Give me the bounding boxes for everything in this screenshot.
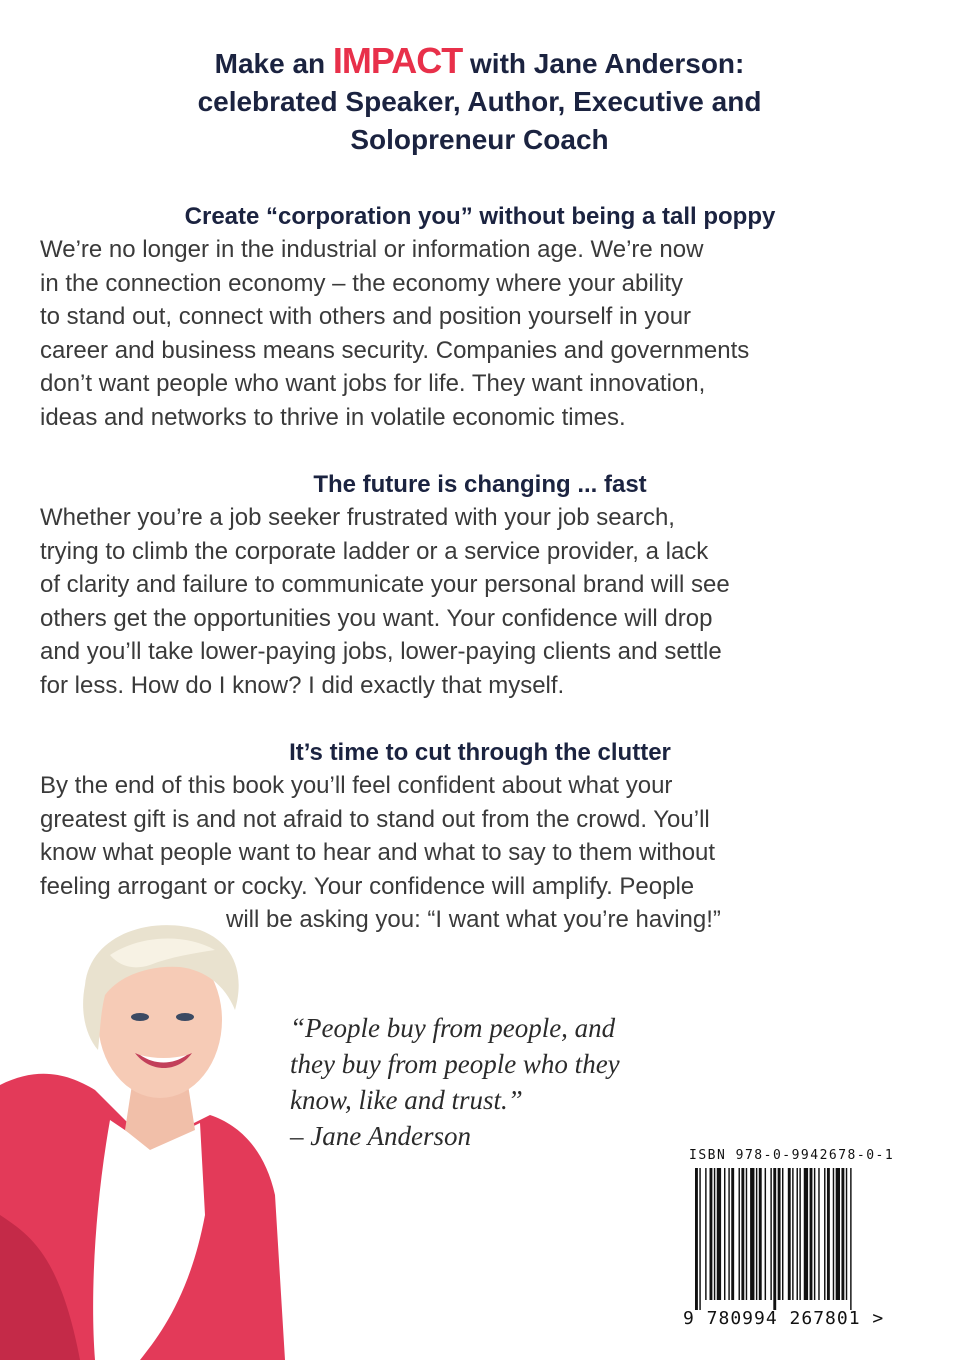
barcode-bar [728,1168,729,1300]
body-line: ideas and networks to thrive in volatile economic times. [40,403,626,431]
barcode-bar [833,1168,834,1300]
title-suffix: with Jane Anderson: [462,48,745,79]
body-line: trying to climb the corporate ladder or a service provider, a lack [40,537,709,565]
body-line: Whether you’re a job seeker frustrated with your job search, [40,504,675,531]
quote-attribution: – Jane Anderson [290,1121,471,1151]
section-cut-clutter [40,737,920,937]
body-line: We’re no longer in the industrial or information age. We’re now [40,236,704,263]
left-eye [131,1013,149,1021]
barcode-bar [778,1168,781,1300]
barcode-bar [773,1168,776,1310]
body-line: feeling arrogant or cocky. Your confidence will amplify. People [40,872,695,900]
barcode-bar [699,1168,700,1310]
barcode-bar [759,1168,762,1300]
barcode-bar [765,1168,766,1300]
body-line: of clarity and failure to communicate your personal brand will see [40,571,730,598]
barcode-bar [782,1168,783,1300]
body-line: career and business means security. Companies and governments [40,336,750,364]
isbn-label: ISBN 978-0-9942678-0-1 [689,1148,895,1163]
body-line: others get the opportunities you want. Your confidence will drop [40,604,713,632]
barcode-bar [792,1168,793,1300]
barcode-bar [788,1168,791,1300]
barcode-bar [841,1168,844,1300]
barcode-bar [814,1168,815,1300]
quote-line: know, like and trust.” [290,1085,523,1115]
barcode-bar [717,1168,721,1300]
section-body [40,233,920,434]
title-line-1 [0,42,959,83]
author-quote [290,1010,670,1154]
barcode-bar [724,1168,725,1300]
barcode-bar [827,1168,830,1300]
title-prefix: Make an [214,48,333,79]
body-line: will be asking you: “I want what you’re having!” [226,906,721,933]
body-line: in the connection economy – the economy where your ability [40,269,684,297]
quote-line: they buy from people who they [290,1049,620,1079]
section-body [40,769,920,937]
barcode-bar [750,1168,754,1300]
quote-line: “People buy from people, and [290,1013,616,1043]
barcode-bar [756,1168,757,1300]
barcode-bar [799,1168,800,1300]
body-line: and you’ll take lower-paying jobs, lower-paying clients and settle [40,638,722,665]
body-line: for less. How do I know? I did exactly that myself. [40,671,565,699]
barcode-bar [797,1168,798,1300]
barcode-bar [714,1168,715,1300]
title-line-2: celebrated Speaker, Author, Executive and [197,86,762,117]
isbn-barcode [683,1148,931,1329]
body-line: know what people want to hear and what to say to them without [40,839,716,866]
section-heading: It’s time to cut through the clutter [289,739,671,766]
barcode-bar [710,1168,713,1300]
section-body [40,501,920,702]
barcode-bar [824,1168,825,1300]
barcode-bar [741,1168,744,1300]
barcode-bars [683,1168,908,1310]
body-line: don’t want people who want jobs for life. They want innovation, [40,370,706,397]
barcode-bar [770,1168,771,1300]
barcode-digits: 9 780994 267801 > [683,1308,885,1329]
barcode-bar [846,1168,847,1300]
right-eye [176,1013,194,1021]
title-line-3: Solopreneur Coach [350,124,609,155]
section-heading: The future is changing ... fast [313,471,647,498]
barcode-bar [818,1168,819,1300]
author-photo [0,915,285,1360]
barcode-bar [739,1168,740,1300]
barcode-bar [850,1168,851,1310]
barcode-bar [695,1168,698,1310]
impact-word: IMPACT [332,40,463,81]
section-corporation-you [40,201,920,434]
barcode-bar [731,1168,734,1300]
barcode-bar [705,1168,706,1300]
barcode-bar [746,1168,747,1300]
section-future-changing [40,469,920,702]
cover-title [0,42,959,159]
barcode-bar [810,1168,813,1300]
body-line: greatest gift is and not afraid to stand out from the crowd. You’ll [40,805,710,833]
body-line: By the end of this book you’ll feel confident about what your [40,772,673,799]
barcode-bar [804,1168,808,1300]
body-line: to stand out, connect with others and position yourself in your [40,303,692,330]
section-heading: Create “corporation you” without being a tall poppy [184,203,776,230]
barcode-bar [836,1168,840,1300]
